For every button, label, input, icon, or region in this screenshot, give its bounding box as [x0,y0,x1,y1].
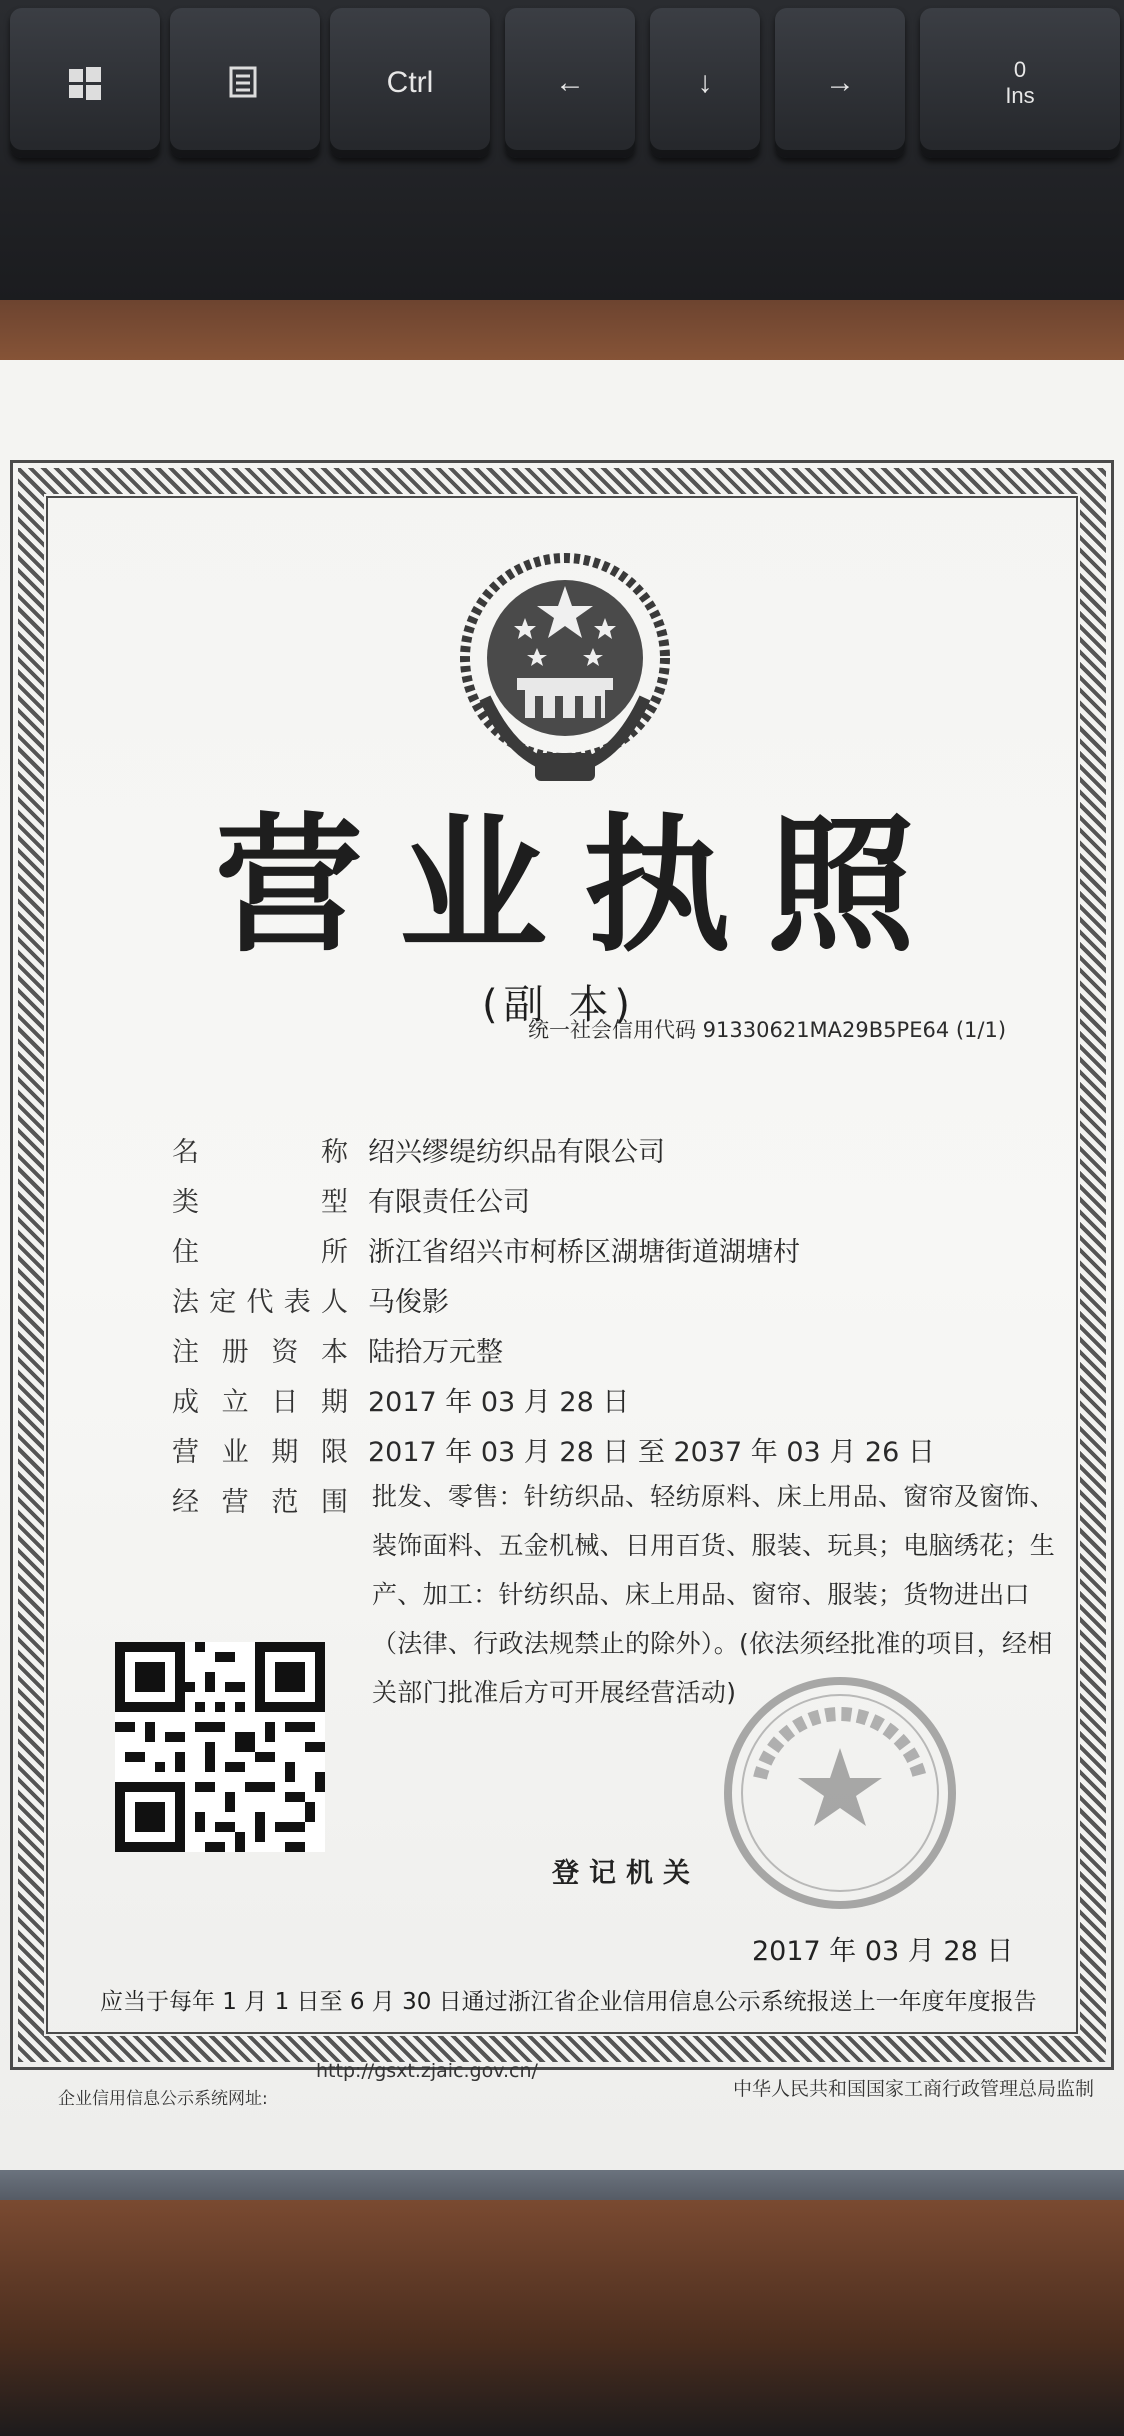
label-char: 立 [221,1387,249,1418]
registration-authority: 登记机关 [552,1858,700,1889]
issue-date: 2017 年 03 月 28 日 [752,1936,1014,1967]
business-scope-text: 批发、零售：针纺织品、轻纺原料、床上用品、窗帘及窗饰、装饰面料、五金机械、日用百货、服装、玩具；电脑绣花；生产、加工：针纺织品、床上用品、窗帘、服装；货物进出口（法律、行政法规禁止的除外）。(依法须经批准的项目，经相关部门批准后方可开展经营活动) [372,1482,1056,1707]
label-char: 表 [283,1287,311,1318]
qr-code-icon [115,1642,325,1852]
label-char: 营 [172,1437,199,1468]
arrow-right-icon: → [825,66,855,99]
field-value: 陆拾万元整 [368,1337,503,1368]
field-value: 浙江省绍兴市柯桥区湖塘街道湖塘村 [368,1237,800,1268]
keyboard [0,0,1124,300]
label-char: 成 [172,1387,199,1418]
field-established-date [172,1378,1072,1428]
label-char: 范 [271,1487,299,1518]
field-legal-representative [172,1278,1072,1328]
field-label [172,1278,368,1328]
field-business-term [172,1428,1072,1478]
ctrl-label: Ctrl [386,66,434,99]
field-value: 绍兴缪缇纺织品有限公司 [368,1137,665,1168]
field-value: 马俊影 [368,1287,449,1318]
system-url-label: 企业信用信息公示系统网址: [58,2089,268,2109]
field-label [172,1128,368,1178]
license-title [215,800,915,970]
label-char: 册 [221,1337,249,1368]
title-char: 营 [215,798,363,972]
ins-label: Ins [1005,83,1035,108]
field-value: 2017 年 03 月 28 日 [368,1387,630,1418]
windows-icon [65,63,105,103]
label-char: 日 [271,1387,299,1418]
label-char: 代 [246,1287,274,1318]
label-char: 法 [172,1287,199,1318]
field-label [172,1328,368,1378]
label-char: 定 [209,1287,237,1318]
credit-code: 统一社会信用代码 91330621MA29B5PE64 (1/1) [528,1018,1007,1042]
label-char: 本 [320,1337,348,1368]
label-char: 限 [320,1437,348,1468]
field-name [172,1128,1072,1178]
down-arrow-key [650,8,760,158]
right-arrow-key [775,8,905,158]
arrow-down-icon: ↓ [697,66,713,99]
label-char: 注 [172,1337,199,1368]
annual-report-notice: 应当于每年 1 月 1 日至 6 月 30 日通过浙江省企业信用信息公示系统报送上一年度年度报告 [100,1989,1037,2015]
menu-key [170,8,320,158]
field-label [172,1178,368,1228]
windows-key [10,8,160,158]
copy-label: (副 本) [482,982,636,1028]
field-value: 2017 年 03 月 28 日 至 2037 年 03 月 26 日 [368,1437,935,1468]
field-label [172,1428,368,1478]
label-char: 期 [271,1437,299,1468]
field-registered-capital [172,1328,1072,1378]
label-char: 称 [321,1137,348,1168]
label-char: 住 [172,1237,199,1268]
label-char: 名 [172,1137,199,1168]
national-emblem-icon [455,548,675,788]
label-char: 期 [320,1387,348,1418]
title-char: 照 [767,798,915,972]
supervision-footer: 中华人民共和国国家工商行政管理总局监制 [733,2078,1095,2100]
arrow-left-icon: ← [555,66,585,99]
field-label [172,1378,368,1428]
field-label [172,1478,368,1528]
label-char: 围 [320,1487,348,1518]
label-char: 人 [321,1287,348,1318]
field-type [172,1178,1072,1228]
label-char: 资 [271,1337,299,1368]
label-char: 所 [321,1237,348,1268]
label-char: 类 [172,1187,199,1218]
system-url: http://gsxt.zjaic.gov.cn/ [316,2060,538,2082]
ctrl-key [330,8,490,158]
label-char: 经 [172,1487,199,1518]
title-char: 执 [583,798,731,972]
zero-label: 0 [1013,57,1027,82]
label-char: 型 [321,1187,348,1218]
field-value: 有限责任公司 [368,1187,530,1218]
left-arrow-key [505,8,635,158]
menu-icon [225,63,265,103]
field-label [172,1228,368,1278]
desk-edge [0,2200,1124,2436]
ins-key [920,8,1120,158]
label-char: 业 [221,1437,249,1468]
label-char: 营 [221,1487,249,1518]
field-address [172,1228,1072,1278]
title-char: 业 [399,798,547,972]
